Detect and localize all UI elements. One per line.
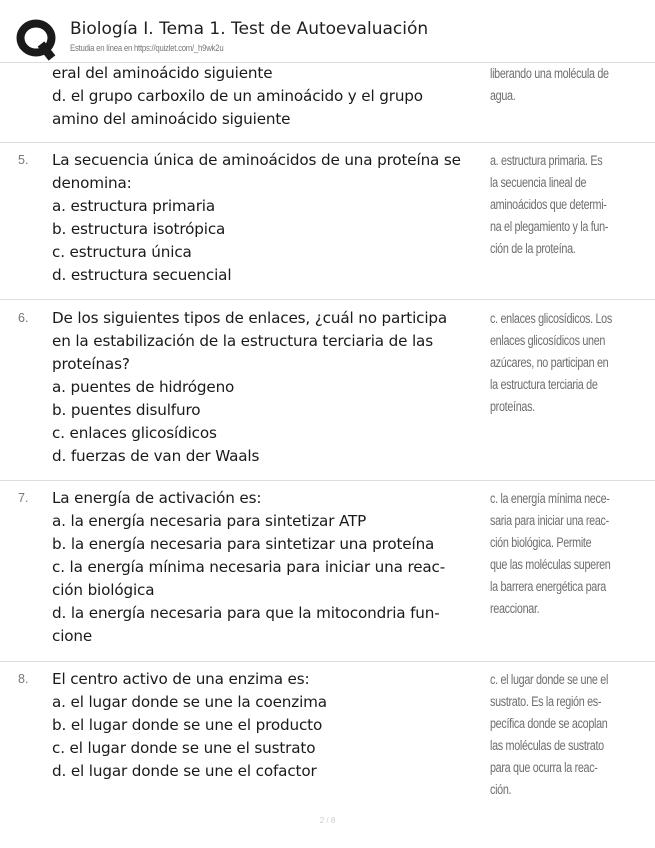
question-line: La energía de activación es: — [52, 489, 262, 507]
answer-line: la secuencia lineal de — [490, 175, 587, 190]
question-line: b. la energía necesaria para sintetizar una proteína — [52, 535, 435, 553]
page-header — [0, 0, 655, 62]
answer-line: saria para iniciar una reac- — [490, 513, 609, 528]
answer-text — [490, 669, 642, 801]
question-line: ción biológica — [52, 581, 155, 599]
quizlet-logo-icon — [16, 18, 60, 62]
question-text — [52, 487, 488, 648]
answer-line: c. el lugar donde se une el — [490, 672, 609, 687]
question-line: a. estructura primaria — [52, 197, 216, 215]
answer-line: reaccionar. — [490, 601, 540, 616]
answer-line: liberando una molécula de — [490, 66, 609, 81]
answer-line: proteínas. — [490, 399, 535, 414]
question-line: c. la energía mínima necesaria para iniciar una reac- — [52, 558, 446, 576]
answer-text-continued — [490, 63, 642, 107]
question-line: d. el lugar donde se une el cofactor — [52, 762, 317, 780]
question-line: c. el lugar donde se une el sustrato — [52, 739, 316, 757]
answer-line: ción. — [490, 782, 512, 797]
answer-line: la barrera energética para — [490, 579, 606, 594]
question-line: d. la energía necesaria para que la mitocondria fun- — [52, 604, 440, 622]
question-line: d. el grupo carboxilo de un aminoácido y el grupo — [52, 87, 423, 105]
question-line: El centro activo de una enzima es: — [52, 670, 310, 688]
question-line: cione — [52, 627, 93, 645]
question-line: c. enlaces glicosídicos — [52, 424, 217, 442]
answer-line: agua. — [490, 88, 516, 103]
question-number: 7. — [18, 491, 29, 505]
question-number: 8. — [18, 672, 29, 686]
answer-text — [490, 308, 642, 418]
page-number: 2 / 8 — [319, 816, 336, 825]
question-line: De los siguientes tipos de enlaces, ¿cuál no participa — [52, 309, 448, 327]
question-line: en la estabilización de la estructura terciaria de las — [52, 332, 433, 350]
question-text — [52, 149, 488, 287]
question-text — [52, 307, 488, 468]
question-divider — [0, 661, 655, 662]
question-line: a. puentes de hidrógeno — [52, 378, 235, 396]
answer-line: las moléculas de sustrato — [490, 738, 604, 753]
answer-line: ción biológica. Permite — [490, 535, 592, 550]
question-line: denomina: — [52, 174, 132, 192]
answer-line: la estructura terciaria de — [490, 377, 598, 392]
answer-line: para que ocurra la reac- — [490, 760, 598, 775]
question-line: a. la energía necesaria para sintetizar ATP — [52, 512, 367, 530]
question-divider — [0, 480, 655, 481]
question-text — [52, 668, 488, 783]
answer-line: pecífica donde se acoplan — [490, 716, 608, 731]
answer-line: enlaces glicosídicos unen — [490, 333, 606, 348]
question-line: proteínas? — [52, 355, 130, 373]
question-text-continued — [52, 62, 488, 131]
answer-line: que las moléculas superen — [490, 557, 611, 572]
answer-text — [490, 150, 642, 260]
answer-line: azúcares, no participan en — [490, 355, 609, 370]
answer-line: ción de la proteína. — [490, 241, 576, 256]
document-subtitle: Estudia en línea en https://quizlet.com/_h9wk2u — [70, 43, 224, 54]
question-line: amino del aminoácido siguiente — [52, 110, 291, 128]
answer-line: sustrato. Es la región es- — [490, 694, 602, 709]
answer-line: aminoácidos que determi- — [490, 197, 607, 212]
question-line: b. estructura isotrópica — [52, 220, 226, 238]
question-line: b. el lugar donde se une el producto — [52, 716, 323, 734]
question-line: b. puentes disulfuro — [52, 401, 201, 419]
answer-line: a. estructura primaria. Es — [490, 153, 603, 168]
question-divider — [0, 142, 655, 143]
question-line: d. estructura secuencial — [52, 266, 232, 284]
question-line: a. el lugar donde se une la coenzima — [52, 693, 327, 711]
answer-line: c. enlaces glicosídicos. Los — [490, 311, 612, 326]
question-divider — [0, 299, 655, 300]
document-title: Biología I. Tema 1. Test de Autoevaluación — [70, 19, 429, 39]
answer-line: c. la energía mínima nece- — [490, 491, 610, 506]
answer-text — [490, 488, 642, 620]
question-number: 5. — [18, 153, 29, 167]
question-line: La secuencia única de aminoácidos de una proteína se — [52, 151, 461, 169]
question-line: d. fuerzas de van der Waals — [52, 447, 260, 465]
question-number: 6. — [18, 311, 29, 325]
answer-line: na el plegamiento y la fun- — [490, 219, 609, 234]
question-line: c. estructura única — [52, 243, 192, 261]
question-line: eral del aminoácido siguiente — [52, 64, 273, 82]
